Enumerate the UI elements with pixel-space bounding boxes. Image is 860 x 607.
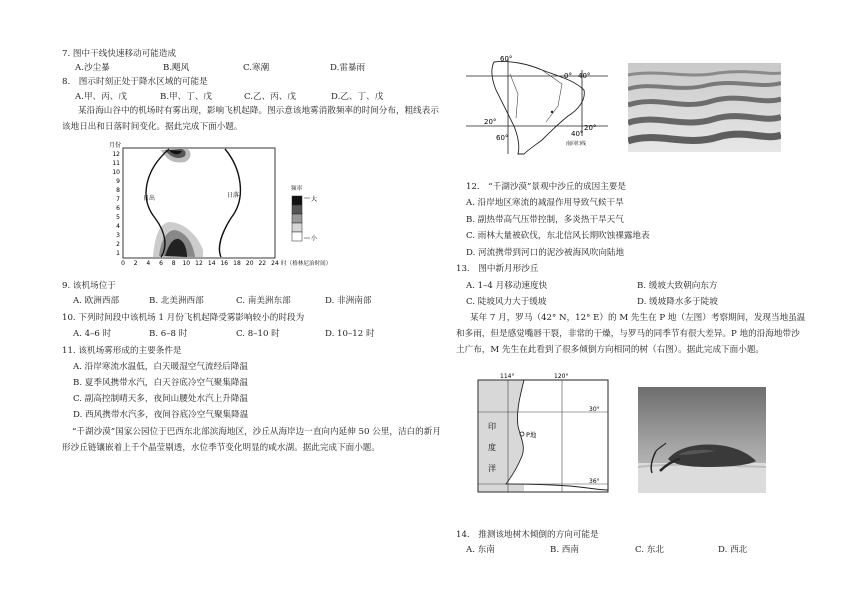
fig3-lon1: 114° (500, 373, 515, 380)
fig3-lat2: 36° (589, 478, 600, 485)
fig2-lat-label: 60° (500, 55, 513, 63)
q9-option-b: B. 北美洲西部 (149, 296, 204, 306)
svg-text:12: 12 (195, 260, 203, 267)
svg-text:3: 3 (116, 232, 120, 239)
fig3-lon2: 120° (554, 373, 569, 380)
passage-rome-traveller: 某年 7 月，罗马（42° N，12° E）的 M 先生在 P 地（左图）考察期间，发现当地虽温和多雨，但是感觉嘴唇干裂，非常的干燥，与罗马的同季节有很大差异。P 地的沿海地带沙土广布，M 先生在此看到了很多倾倒方向相同的树（右图）。据此完成下面小题。 (456, 313, 806, 355)
q14-option-b: B. 西南 (550, 545, 579, 555)
q11-option-c: C. 副高控制晴天多，夜间山腰处水汽上升降温 (73, 394, 249, 404)
fig1-legend-low: 小 (311, 235, 318, 242)
q10-option-c: C. 8–10 时 (236, 329, 280, 339)
fig3-ocean-label: 印 (488, 422, 496, 431)
fig2-lat-label: 0° (564, 72, 572, 80)
passage-lencois-dunes: “千湖沙漠”国家公园位于巴西东北部滨海地区，沙丘从海岸边一直向内延伸 50 公里，洁白的新月形沙丘链镶嵌着上千个晶莹剔透，水位季节变化明显的咸水湖。据此完成下面小题。 (62, 427, 441, 453)
sand-dune-photo (628, 63, 781, 152)
svg-text:11: 11 (112, 160, 120, 167)
q8-option-c: C.乙、丙、戊 (244, 92, 296, 102)
q12-option-a: A. 沿岸地区寒流的减湿作用导致气候干旱 (466, 198, 624, 208)
fig1-legend-high: 大 (311, 196, 318, 203)
svg-text:6: 6 (116, 205, 120, 212)
fig1-xticks (121, 260, 279, 267)
fig1-legend-title: 频率 (291, 186, 303, 192)
fig2-tropic-label: 南回归线 (566, 141, 587, 147)
south-america-map (458, 50, 616, 158)
svg-text:12: 12 (112, 151, 120, 158)
q14-option-a: A. 东南 (466, 545, 495, 555)
q11-stem: 11. 该机场雾形成的主要条件是 (62, 346, 182, 356)
svg-text:7: 7 (116, 196, 120, 203)
svg-text:8: 8 (116, 187, 120, 194)
western-australia-map (470, 372, 616, 498)
q9-option-d: D. 非洲南部 (325, 296, 372, 306)
q11-option-d: D. 西风携带水汽多，夜间谷底冷空气聚集降温 (73, 410, 249, 420)
q11-option-a: A. 沿岸寒流水温低，白天暖湿空气流经后降温 (73, 362, 248, 372)
q13-option-d: D. 缓坡降水多于陡坡 (637, 297, 718, 307)
svg-text:24: 24 (271, 260, 279, 267)
svg-text:10: 10 (182, 260, 191, 267)
svg-text:4: 4 (116, 223, 120, 230)
q14-option-c: C. 东北 (635, 545, 664, 555)
svg-text:5: 5 (116, 214, 120, 221)
q12-option-b: B. 副热带高气压带控制，多炎热干旱天气 (466, 215, 624, 225)
svg-text:2: 2 (133, 260, 138, 267)
svg-text:4: 4 (146, 260, 151, 267)
svg-text:1: 1 (116, 250, 120, 257)
fig1-yticks (112, 151, 120, 257)
svg-text:8: 8 (171, 260, 176, 267)
svg-text:14: 14 (207, 260, 216, 267)
fig2-lat-label: 20° (584, 124, 597, 132)
q10-stem: 10. 下列时间段中该机场 1 月份飞机起降受雾影响较小的时段为 (62, 313, 305, 323)
fig2-lon-label: 40° (578, 72, 591, 80)
svg-text:9: 9 (116, 178, 120, 185)
fig3-ocean-label: 度 (488, 443, 496, 452)
leaning-tree-photo (638, 387, 766, 493)
fig3-ocean-label: 洋 (488, 464, 496, 473)
fig2-lon-label: 60° (496, 134, 509, 142)
q7-stem: 7. 图中干线快速移动可能造成 (62, 49, 177, 59)
q8-option-a: A.甲、丙、戊 (75, 92, 127, 102)
fig3-lat1: 30° (589, 406, 600, 413)
fig2-lon-label: 40° (571, 130, 584, 138)
sunrise-label: 日出 (143, 195, 156, 202)
q7-option-c: C.寒潮 (243, 63, 270, 73)
svg-text:2: 2 (116, 241, 120, 248)
svg-text:0: 0 (121, 260, 125, 267)
passage-fog-airport: 某沿海山谷中的机场时有雾出现，影响飞机起降。图示意该地雾消散频率的时间分布，粗线表示该地日出和日落时间变化。据此完成下面小题。 (62, 106, 439, 132)
q7-option-b: B.飓风 (163, 63, 190, 73)
q9-option-a: A. 欧洲西部 (73, 296, 120, 306)
fig2-lat-label: 20° (484, 118, 497, 126)
q8-stem: 8. 图示时刻正处于降水区域的可能是 (62, 77, 208, 87)
fig3-place-p: P地 (526, 431, 537, 439)
q8-option-b: B.甲、丁、戊 (160, 92, 213, 102)
q11-option-b: B. 夏季风携带水汽，白天谷底冷空气聚集降温 (73, 378, 249, 388)
sunset-label: 日落 (227, 192, 240, 199)
q12-option-d: D. 河流携带到河口的泥沙被海风吹向陆地 (466, 248, 625, 258)
q14-stem: 14. 推测该地树木倾倒的方向可能是 (456, 530, 599, 540)
q10-option-b: B. 6–8 时 (149, 329, 188, 339)
svg-text:22: 22 (258, 260, 267, 267)
q13-option-c: C. 陡坡风力大于缓坡 (466, 297, 547, 307)
q12-stem: 12. “千湖沙漠”景观中沙丘的成因主要是 (466, 182, 626, 192)
fog-frequency-figure (103, 138, 355, 270)
q13-option-a: A. 1–4 月移动速度快 (466, 281, 548, 291)
q10-option-a: A. 4–6 时 (73, 329, 112, 339)
svg-text:10: 10 (112, 169, 120, 176)
q9-option-c: C. 南美洲东部 (236, 296, 291, 306)
q14-option-d: D. 西北 (718, 545, 748, 555)
fig1-ylabel: 月份 (109, 142, 122, 149)
svg-text:20: 20 (245, 260, 254, 267)
q8-option-d: D.乙、丁、戊 (331, 92, 384, 102)
q12-option-c: C. 雨林大量被砍伐，东北信风长期吹蚀裸露地表 (466, 231, 650, 241)
q9-stem: 9. 该机场位于 (62, 281, 116, 291)
q7-option-a: A.沙尘暴 (75, 63, 110, 73)
svg-text:16: 16 (220, 260, 229, 267)
q13-stem: 13. 图中新月形沙丘 (456, 264, 539, 274)
svg-text:6: 6 (159, 260, 163, 267)
svg-text:18: 18 (233, 260, 241, 267)
q10-option-d: D. 10–12 时 (325, 329, 375, 339)
q13-option-b: B. 缓坡大致朝向东方 (637, 281, 718, 291)
fig1-xlabel: 时（格林尼治时间） (281, 261, 332, 267)
q7-option-d: D.雷暴雨 (330, 63, 366, 73)
